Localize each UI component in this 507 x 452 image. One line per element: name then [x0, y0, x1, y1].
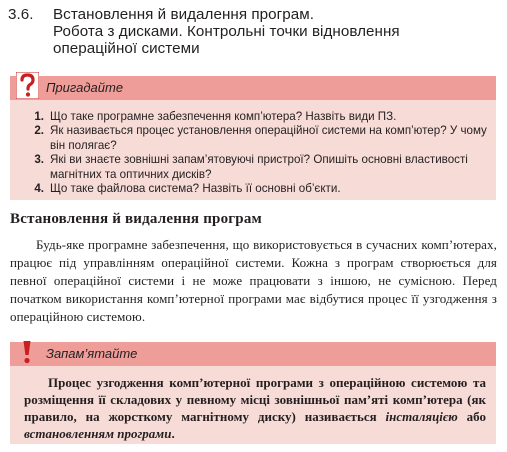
section-heading — [8, 6, 498, 57]
remember-box-title: Запам’ятайте — [46, 346, 138, 361]
recall-box-title: Пригадайте — [46, 80, 124, 95]
term-installation: інсталяцією — [385, 409, 458, 424]
heading-line-3: операційної системи — [53, 40, 200, 57]
list-item: 1. Що таке програмне забезпечення комп’ютера? Назвіть види ПЗ. — [34, 110, 397, 123]
remember-box-header — [10, 342, 496, 366]
heading-line-1: Встановлення й видалення програм. — [53, 6, 314, 23]
recall-box-header — [10, 76, 496, 100]
recall-box — [10, 76, 496, 200]
section-number: 3.6. — [8, 6, 34, 23]
list-item: 4. Що таке файлова система? Назвіть її основні об’єкти. — [34, 182, 341, 196]
term-program-setup: встановленням програми — [24, 426, 172, 441]
remember-box — [10, 342, 496, 444]
list-item: 3. Які ви знаєте зовнішні запам’ятовуючі пристрої? Опишіть основні властивості магнітних та оптичних дисків? — [34, 153, 468, 181]
definition-text: Процес узгодження комп’ютерної програми з операційною системою та розміщення її складових у певному місці зовнішньої пам’яті комп’ютера (як правило, на жорсткому магнітному диску) називається інсталяцією або встановленням програми. — [24, 375, 486, 441]
question-mark-icon — [16, 72, 39, 99]
body-paragraph: Будь-яке програмне забезпечення, що використовується в сучасних комп’ютерах, працює під управлінням операційної системи. Кожна з програм створюється для певної операційної системи і не може працювати з іншою, не сумісною. Перед початком використання комп’ютерної програми має відбутися процес її узгодження з операційною системою. — [10, 237, 497, 324]
heading-line-2: Робота з дисками. Контрольні точки відновлення — [53, 23, 400, 40]
recall-questions — [24, 110, 494, 196]
list-item: 2. Як називається процес установлення операційної системи на комп’ютер? У чому він полягає? — [34, 124, 487, 152]
subsection-title: Встановлення й видалення програм — [10, 211, 262, 227]
exclamation-mark-icon — [19, 339, 35, 365]
